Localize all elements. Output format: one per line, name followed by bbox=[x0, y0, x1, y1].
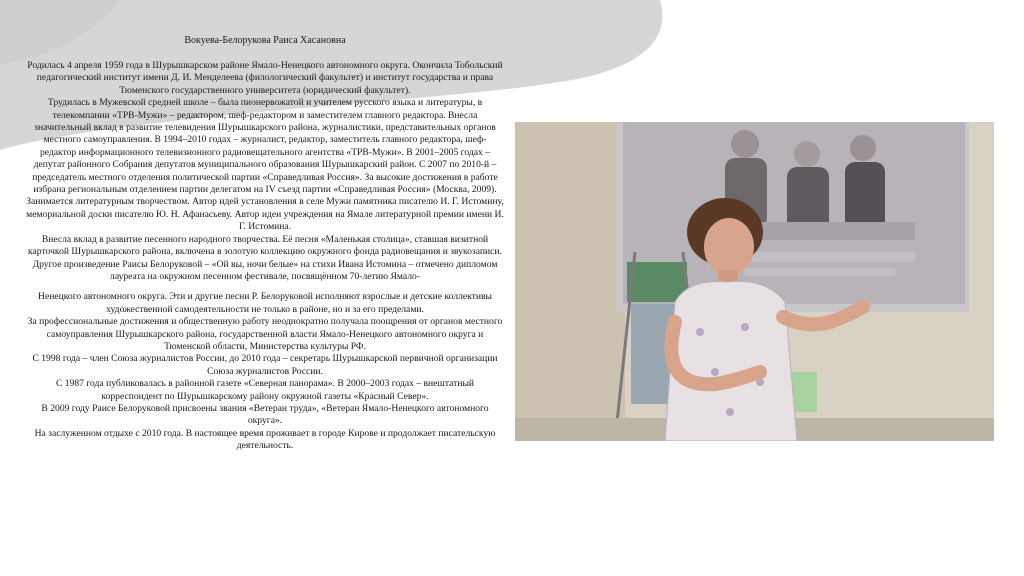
paragraph-veteran-titles: В 2009 году Раисе Белоруковой присвоены звания «Ветеран труда», «Ветеран Ямало-Ненецкого автономного округа». bbox=[41, 402, 489, 427]
photo-illustration bbox=[515, 122, 994, 441]
paragraph-publications: С 1987 года публиковалась в районной газете «Северная панорама». В 2000–2003 годах – внештатный корреспондент по Шурышкарскому району окружной газеты «Красный Север». bbox=[55, 378, 475, 402]
page-title: Вокуева-Белорукова Раиса Хасановна bbox=[184, 35, 346, 46]
portrait-photo bbox=[515, 122, 994, 441]
paragraph-other-work: Другое произведение Раисы Белоруковой – «Ой вы, ночи белые» на стихи Ивана Истомина – отмечено дипломом лауреата на окружном песенном фестивале, посвящённом 70-летию Ямало- bbox=[32, 258, 498, 282]
paragraph-songs-continued: Ненецкого автономного округа. Эти и другие песни Р. Белоруковой исполняют взрослые и детские коллективы художественной самодеятельности не только в районе, но и за его пределами. bbox=[38, 291, 492, 315]
paragraph-retirement: На заслуженном отдыхе с 2010 года. В настоящее время проживает в городе Кирове и продолжает писательскую деятельность. bbox=[34, 427, 496, 452]
paragraph-awards: За профессиональные достижения и общественную работу неоднократно получала поощрения от органов местного самоуправления Шурышкарского района, государственной власти Ямало-Ненецкого автономного округа и Тюменской области, Министерства культуры РФ. bbox=[27, 316, 503, 352]
biography-text-column bbox=[26, 34, 504, 453]
spacer bbox=[26, 283, 504, 291]
paragraph-songs: Внесла вклад в развитие песенного народного творчества. Её песня «Маленькая столица», ставшая визитной карточкой Шурышкарского района, включена в золотую коллекцию окружного фонда радиовещания и звукозаписи. bbox=[28, 233, 502, 258]
paragraph-birth-education: Родилась 4 апреля 1959 года в Шурышкарском районе Ямало-Ненецкого автономного округа. Окончила Тобольский педагогический институт имени Д. И. Менделеева (филологический факультет) и институт государства и права Тюменского государственного университета (юридический факультет). bbox=[27, 60, 503, 96]
paragraph-literature: Занимается литературным творчеством. Автор идей установления в селе Мужи памятника писателю И. Г. Истомину, мемориальной доски писателю Ю. Н. Афанасьеву. Автор идеи учреждения на Ямале литературной премии имени И. Г. Истомина. bbox=[26, 196, 504, 233]
paragraph-career: Трудилась в Мужевской средней школе – была пионервожатой и учителем русского языка и литературы, в телекомпании «ТРВ-Мужи» – редактором, шеф-редактором и заместителем главного редактора. Внесла значительный вклад в развитие телевидения Шурышкарского района, журналистики, представительных органов местного самоуправления. В 1994–2010 годах – журналист, редактор, заместитель главного редактора, шеф-редактор информационного телевизионного радиовещательного агентства «ТРВ-Мужи». В 2001–2005 годах – депутат районного Собрания депутатов муниципального образования Шурышкарский район. С 2007 по 2010-й – председатель местного отделения политической партии «Справедливая Россия». За высокие достижения в работе избрана региональным отделением партии делегатом на IV съезд партии «Справедливая Россия» (Москва, 2009). bbox=[32, 97, 498, 196]
paragraph-journalists-union: С 1998 года – член Союза журналистов России, до 2010 года – секретарь Шурышкарской первичной организации Союза журналистов России. bbox=[32, 353, 498, 377]
